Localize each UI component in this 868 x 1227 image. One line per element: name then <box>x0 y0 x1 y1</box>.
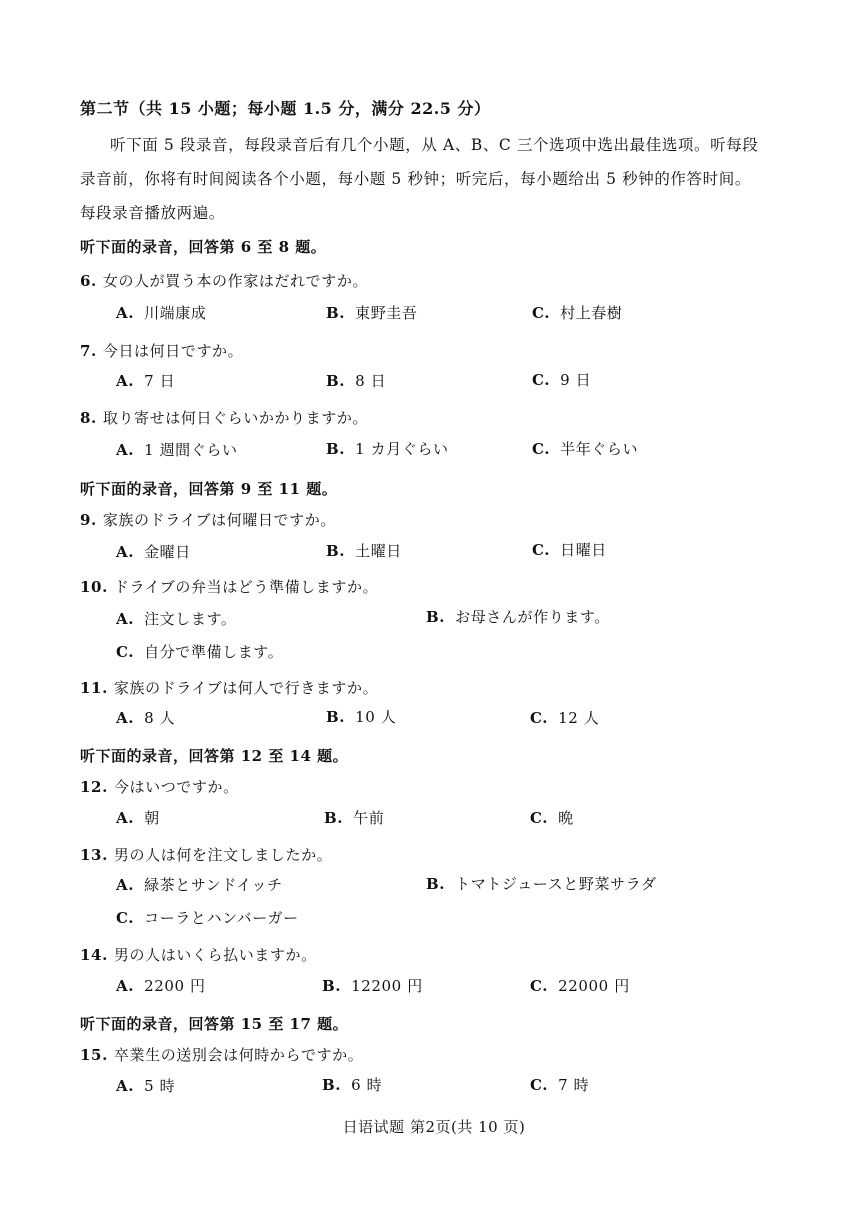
question-10 <box>80 576 378 597</box>
option-a <box>116 608 236 629</box>
group-label: 听下面的录音，回答第 6 至 8 题。 <box>80 238 327 256</box>
question-8 <box>80 407 368 428</box>
option-letter: B. <box>326 542 346 560</box>
option-text: 2200 円 <box>144 977 206 995</box>
option-letter: B. <box>326 708 346 726</box>
option-b <box>326 706 396 727</box>
option-text: 東野圭吾 <box>355 304 418 322</box>
option-letter: A. <box>116 304 135 322</box>
question-text: 今日は何日ですか。 <box>102 342 244 360</box>
option-b <box>426 873 657 894</box>
group-label: 听下面的录音，回答第 9 至 11 题。 <box>80 480 338 498</box>
option-text: 注文します。 <box>144 610 237 628</box>
option-b <box>326 370 386 391</box>
question-13 <box>80 844 332 865</box>
option-letter: A. <box>116 809 135 827</box>
question-12 <box>80 776 239 797</box>
option-letter: C. <box>116 909 135 927</box>
option-letter: B. <box>322 1076 342 1094</box>
option-c <box>532 302 623 323</box>
option-text: 1 カ月ぐらい <box>355 440 449 458</box>
option-text: 日曜日 <box>560 541 607 559</box>
option-a <box>116 874 283 895</box>
question-number: 14. <box>80 946 108 964</box>
question-number: 8. <box>80 409 97 427</box>
option-text: 12200 円 <box>351 977 423 995</box>
option-a <box>116 1075 175 1096</box>
option-text: お母さんが作ります。 <box>455 608 610 626</box>
option-c <box>530 1074 589 1095</box>
option-c <box>530 975 630 996</box>
question-text: 男の人はいくら払いますか。 <box>113 946 317 964</box>
option-letter: A. <box>116 709 135 727</box>
group-label: 听下面的录音，回答第 15 至 17 题。 <box>80 1015 349 1033</box>
option-letter: C. <box>532 541 551 559</box>
question-number: 9. <box>80 511 97 529</box>
question-6 <box>80 270 368 291</box>
option-letter: C. <box>530 977 549 995</box>
option-text: 川端康成 <box>144 304 207 322</box>
option-b <box>326 438 449 459</box>
question-number: 11. <box>80 679 108 697</box>
option-text: 12 人 <box>558 709 600 727</box>
question-number: 15. <box>80 1046 108 1064</box>
option-text: 22000 円 <box>558 977 630 995</box>
section-instructions: 听下面 5 段录音，每段录音后有几个小题，从 A、B、C 三个选项中选出最佳选项。听每段录音前，你将有时间阅读各个小题，每小题 5 秒钟；听完后，每小题给出 5 秒钟的作答时间。每段录音播放两遍。 <box>80 136 759 222</box>
question-number: 13. <box>80 846 108 864</box>
option-c <box>532 539 607 560</box>
option-letter: A. <box>116 977 135 995</box>
option-letter: B. <box>426 608 446 626</box>
option-text: 自分で準備します。 <box>144 643 284 661</box>
question-15 <box>80 1044 363 1065</box>
option-letter: A. <box>116 441 135 459</box>
option-c <box>530 807 574 828</box>
option-letter: B. <box>326 304 346 322</box>
option-a <box>116 707 175 728</box>
question-number: 10. <box>80 578 108 596</box>
question-text: 今はいつですか。 <box>113 778 239 796</box>
option-text: 村上春樹 <box>560 304 623 322</box>
option-letter: C. <box>532 371 551 389</box>
option-letter: C. <box>116 643 135 661</box>
option-a <box>116 302 206 323</box>
question-text: 女の人が買う本の作家はだれですか。 <box>102 272 369 290</box>
option-letter: C. <box>530 709 549 727</box>
option-letter: A. <box>116 372 135 390</box>
option-text: 金曜日 <box>144 543 191 561</box>
option-letter: A. <box>116 543 135 561</box>
option-letter: A. <box>116 610 135 628</box>
option-a <box>116 541 191 562</box>
question-number: 7. <box>80 342 97 360</box>
question-number: 12. <box>80 778 108 796</box>
question-text: 男の人は何を注文しましたか。 <box>113 846 333 864</box>
option-text: 1 週間ぐらい <box>144 441 238 459</box>
option-text: 7 時 <box>558 1076 590 1094</box>
option-text: 8 日 <box>355 372 387 390</box>
option-b <box>426 606 610 627</box>
section-title: 第二节（共 15 小题；每小题 1.5 分，满分 22.5 分） <box>80 99 491 118</box>
option-a <box>116 807 160 828</box>
option-letter: B. <box>426 875 446 893</box>
option-c <box>530 707 599 728</box>
question-text: 卒業生の送別会は何時からですか。 <box>113 1046 364 1064</box>
option-c <box>116 907 299 928</box>
question-text: 家族のドライブは何人で行きますか。 <box>113 679 379 697</box>
option-c <box>116 641 283 662</box>
group-label: 听下面的录音，回答第 12 至 14 题。 <box>80 747 349 765</box>
option-text: 緑茶とサンドイッチ <box>144 876 283 894</box>
option-text: 8 人 <box>144 709 176 727</box>
option-letter: C. <box>530 809 549 827</box>
option-text: 10 人 <box>355 708 397 726</box>
option-text: 9 日 <box>560 371 592 389</box>
option-text: 6 時 <box>351 1076 383 1094</box>
option-letter: B. <box>326 440 346 458</box>
option-c <box>532 369 591 390</box>
question-11 <box>80 677 378 698</box>
option-b <box>326 302 418 323</box>
option-letter: C. <box>532 440 551 458</box>
question-7 <box>80 340 243 361</box>
option-letter: C. <box>532 304 551 322</box>
option-text: 土曜日 <box>355 542 402 560</box>
option-b <box>322 975 423 996</box>
option-text: 5 時 <box>144 1077 176 1095</box>
option-text: 晩 <box>558 809 574 827</box>
option-b <box>324 807 384 828</box>
question-text: 家族のドライブは何曜日ですか。 <box>102 511 336 529</box>
option-text: 朝 <box>144 809 160 827</box>
option-letter: C. <box>530 1076 549 1094</box>
option-a <box>116 975 206 996</box>
option-letter: B. <box>324 809 344 827</box>
option-b <box>326 540 402 561</box>
option-text: 7 日 <box>144 372 176 390</box>
option-letter: A. <box>116 1077 135 1095</box>
option-text: トマトジュースと野菜サラダ <box>455 875 657 893</box>
option-a <box>116 370 175 391</box>
option-c <box>532 438 638 459</box>
option-text: 午前 <box>353 809 385 827</box>
option-letter: A. <box>116 876 135 894</box>
question-number: 6. <box>80 272 97 290</box>
option-a <box>116 439 238 460</box>
option-b <box>322 1074 382 1095</box>
option-letter: B. <box>326 372 346 390</box>
option-text: コーラとハンバーガー <box>144 909 299 927</box>
page-footer: 日语试题 第2页(共 10 页) <box>342 1118 526 1136</box>
question-14 <box>80 944 317 965</box>
question-9 <box>80 509 336 530</box>
option-letter: B. <box>322 977 342 995</box>
question-text: ドライブの弁当はどう準備しますか。 <box>113 578 379 596</box>
option-text: 半年ぐらい <box>560 440 639 458</box>
question-text: 取り寄せは何日ぐらいかかりますか。 <box>102 409 369 427</box>
